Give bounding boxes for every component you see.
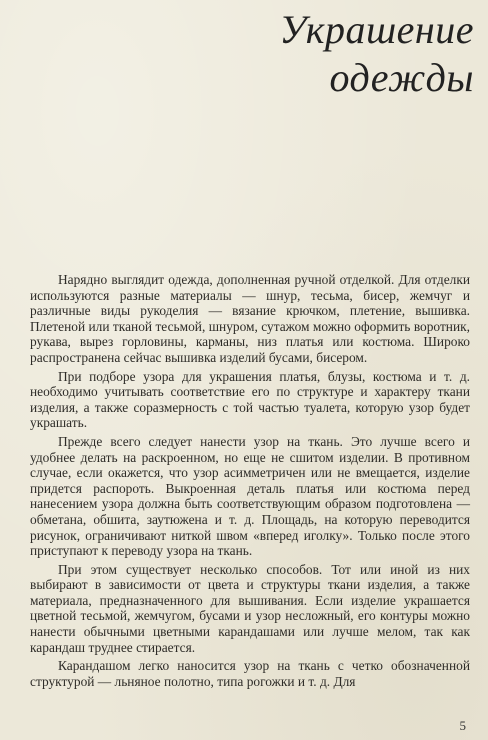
page-number: 5 xyxy=(459,718,466,733)
paragraph-4: При этом существует несколько способов. Тот или иной из них выбирают в зависимости от цвета и структуры ткани изделия, а также материала, предназначенного для вышивания. Если изделие украшается цветной тесьмой, жемчугом, бусами и узор несложный, его контуры можно нанести обычными цветными карандашами или лучше мелом, так как карандаш труднее стирается. xyxy=(30,561,470,655)
paragraph-2: При подборе узора для украшения платья, блузы, костюма и т. д. необходимо учитывать соответствие его по структуре и характеру ткани изделия, а также соразмерность с той частью туалета, которую узор будет украшать. xyxy=(30,368,470,431)
paragraph-1: Нарядно выглядит одежда, дополненная ручной отделкой. Для отделки используются разные материалы — шнур, тесьма, бисер, жемчуг и различные виды рукоделия — вязание крючком, плетение, вышивка. Плетеной или тканой тесьмой, шнуром, сутажом можно оформить воротник, рукава, вырез горловины, карманы, низ платья или костюма. Широко распространена сейчас вышивка изделий бусами, бисером. xyxy=(30,272,470,365)
title-line-2: одежды xyxy=(329,55,474,100)
title-line-1: Украшение xyxy=(279,7,474,52)
paragraph-3: Прежде всего следует нанести узор на ткань. Это лучше всего и удобнее делать на раскроенном, но еще не сшитом изделии. В противном случае, если окажется, что узор асимметричен или не вмещается, изделие придется распороть. Выкроенная деталь платья или костюма перед нанесением узора должна быть соответствующим образом подготовлена — обметана, обшита, заутюжена и т. д. Площадь, на которую переводится рисунок, ограничивают ниткой швом «вперед иголку». Только после этого приступают к переводу узора на ткань. xyxy=(30,433,470,559)
paragraph-5: Карандашом легко наносится узор на ткань с четко обозначенной структурой — льняное полотно, типа рогожки и т. д. Для xyxy=(30,658,470,689)
body-text xyxy=(30,272,470,692)
